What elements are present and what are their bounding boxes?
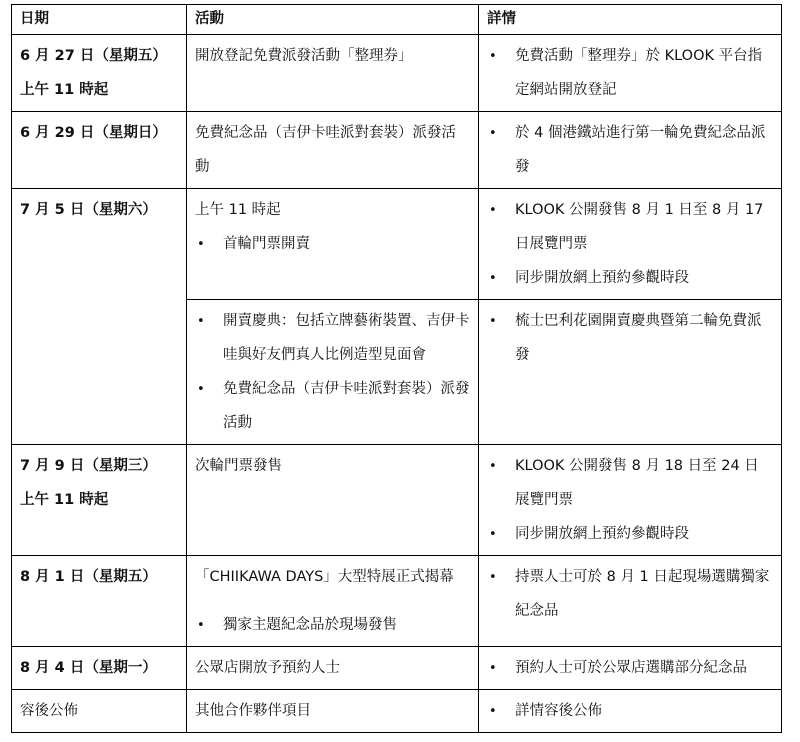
- table-row: [12, 647, 782, 690]
- details-cell: [479, 647, 782, 690]
- date-line: 6 月 27 日（星期五）: [20, 48, 167, 64]
- list-item: • 同步開放網上預約參觀時段: [487, 517, 773, 551]
- activity-cell: [187, 647, 479, 690]
- details-cell: [479, 690, 782, 733]
- activity-text: 次輪門票發售: [195, 458, 282, 474]
- list-item: • 於 4 個港鐵站進行第一輪免費紀念品派發: [487, 116, 773, 184]
- details-cell: [479, 445, 782, 556]
- activity-text: 開放登記免費派發活動「整理券」: [195, 48, 413, 64]
- list-item: • 預約人士可於公眾店選購部分紀念品: [487, 651, 773, 685]
- list-item: • 開賣慶典：包括立牌藝術裝置、吉伊卡哇與好友們真人比例造型見面會: [195, 304, 470, 372]
- date-line: 7 月 5 日（星期六）: [20, 202, 157, 218]
- activity-cell: [187, 35, 479, 112]
- details-cell: [479, 300, 782, 445]
- activity-text: 免費紀念品（吉伊卡哇派對套裝）派發活動: [195, 125, 456, 175]
- activity-text: 上午 11 時起: [195, 202, 281, 218]
- date-line: 8 月 1 日（星期五）: [20, 569, 157, 585]
- list-item: • 持票人士可於 8 月 1 日起現場選購獨家紀念品: [487, 560, 773, 628]
- activity-text: 其他合作夥伴項目: [195, 703, 311, 719]
- date-cell: [12, 112, 187, 189]
- table-row: [12, 112, 782, 189]
- table-row: [12, 556, 782, 647]
- table-row: [12, 690, 782, 733]
- list-item: • 梳士巴利花園開賣慶典暨第二輪免費派發: [487, 304, 773, 372]
- activity-cell: [187, 690, 479, 733]
- table-row: [12, 35, 782, 112]
- list-item: • KLOOK 公開發售 8 月 1 日至 8 月 17 日展覽門票: [487, 193, 773, 261]
- list-item: • 同步開放網上預約參觀時段: [487, 261, 773, 295]
- date-cell: [12, 189, 187, 445]
- activity-text: 公眾店開放予預約人士: [195, 660, 340, 676]
- date-line: 容後公佈: [20, 703, 78, 719]
- header-row: [12, 5, 782, 35]
- list-item: • 首輪門票開賣: [195, 227, 470, 261]
- schedule-table: [11, 4, 782, 733]
- date-line: 7 月 9 日（星期三）: [20, 458, 157, 474]
- details-cell: [479, 112, 782, 189]
- list-item: • 獨家主題紀念品於現場發售: [195, 608, 470, 642]
- details-cell: [479, 556, 782, 647]
- date-cell: [12, 35, 187, 112]
- table-row: [12, 189, 782, 300]
- date-line: 上午 11 時起: [20, 82, 109, 98]
- header-details: 詳情: [479, 5, 782, 35]
- header-date: 日期: [12, 5, 187, 35]
- list-item: • KLOOK 公開發售 8 月 18 日至 24 日展覽門票: [487, 449, 773, 517]
- table-row: [12, 445, 782, 556]
- activity-cell: [187, 445, 479, 556]
- header-activity: 活動: [187, 5, 479, 35]
- activity-text: 「CHIIKAWA DAYS」大型特展正式揭幕: [195, 569, 454, 585]
- activity-cell: [187, 300, 479, 445]
- date-cell: [12, 445, 187, 556]
- details-cell: [479, 35, 782, 112]
- activity-cell: [187, 112, 479, 189]
- details-cell: [479, 189, 782, 300]
- activity-cell: [187, 189, 479, 300]
- date-line: 6 月 29 日（星期日）: [20, 125, 167, 141]
- activity-cell: [187, 556, 479, 647]
- date-cell: [12, 556, 187, 647]
- list-item: • 詳情容後公佈: [487, 694, 773, 728]
- date-line: 8 月 4 日（星期一）: [20, 660, 157, 676]
- date-cell: [12, 647, 187, 690]
- list-item: • 免費紀念品（吉伊卡哇派對套裝）派發活動: [195, 372, 470, 440]
- date-line: 上午 11 時起: [20, 492, 109, 508]
- list-item: • 免費活動「整理券」於 KLOOK 平台指定網站開放登記: [487, 39, 773, 107]
- date-cell: [12, 690, 187, 733]
